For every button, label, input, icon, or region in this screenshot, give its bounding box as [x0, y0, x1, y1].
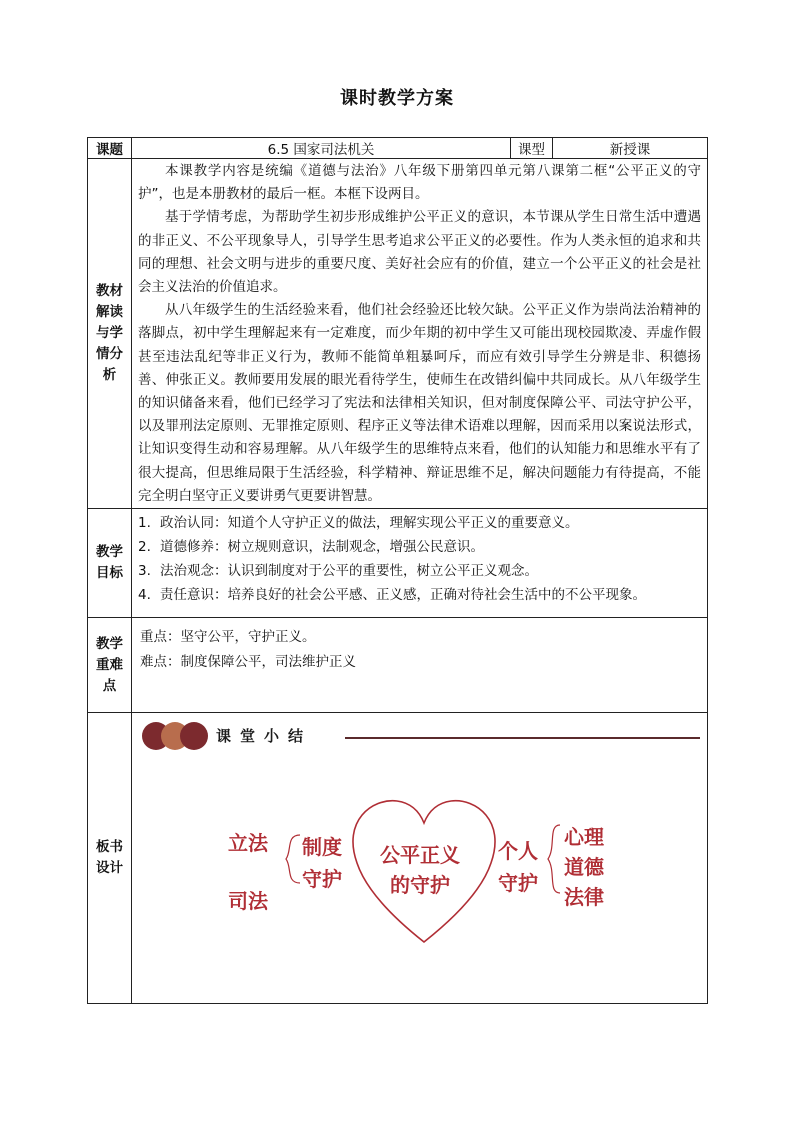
topic-label: 课题	[88, 138, 132, 159]
type-label: 课型	[511, 138, 553, 159]
key-points-label: 教学 重难 点	[88, 618, 132, 713]
board-heading: 课堂小结	[216, 727, 313, 746]
left-bottom-text: 司法	[228, 889, 268, 914]
list-item: 1. 政治认同：知道个人守护正义的做法，理解实现公平正义的重要意义。	[138, 515, 579, 532]
goals-row	[88, 509, 708, 618]
key-point-focus: 重点：坚守公平，守护正义。	[140, 629, 316, 646]
heart-text-1: 公平正义	[380, 843, 460, 868]
system-text-2: 守护	[302, 867, 342, 892]
analysis-paragraph: 基于学情考虑，为帮助学生初步形成维护公平正义的意识，本节课从学生日常生活中遭遇的非正义、不公平现象导人，引导学生思考追求公平正义的必要性。作为人类永恒的追求和共同的理想、社会文明与进步的重要尺度、美好社会应有的价值，建立一个公平正义的社会是社会主义法治的价值追求。	[138, 209, 701, 296]
list-item: 3. 法治观念：认识到制度对于公平的重要性，树立公平正义观念。	[138, 563, 538, 580]
type-value: 新授课	[553, 138, 708, 159]
left-bracket	[286, 835, 300, 883]
lesson-plan-table	[87, 137, 708, 1004]
goals-content	[132, 509, 708, 618]
analysis-paragraph: 本课教学内容是统编《道德与法治》八年级下册第四单元第八课第二框“公平正义的守护”，也是本册教材的最后一框。本框下设两目。	[138, 163, 701, 203]
analysis-label: 教材 解读 与学 情分 析	[88, 159, 132, 509]
right-bracket	[548, 825, 560, 893]
analysis-paragraph: 从八年级学生的生活经验来看，他们社会经验还比较欠缺。公平正义作为崇尚法治精神的落脚点，初中学生理解起来有一定难度，而少年期的初中学生又可能出现校园欺凌、弄虚作假甚至违法乱纪等非正义行为，教师不能简单粗暴呵斥，而应有效引导学生分辨是非、积德扬善、伸张正义。教师要用发展的眼光看待学生，使师生在改错纠偏中共同成长。从八年级学生的知识储备来看，他们已经学习了宪法和法律相关知识，但对制度保障公平、司法守护公平，以及罪刑法定原则、无罪推定原则、程序正义等法律术语难以理解，因而采用以案说法形式，让知识变得生动和容易理解。从八年级学生的思维特点来看，他们的认知能力和思维水平有了很大提高，但思维局限于生活经验，科学精神、辩证思维不足，解决问题能力有待提高，不能完全明白坚守正义要讲勇气更要讲智慧。	[138, 302, 701, 504]
personal-text-1: 个人	[498, 839, 538, 864]
analysis-row	[88, 159, 708, 509]
key-point-difficulty: 难点：制度保障公平，司法维护正义	[140, 654, 356, 671]
left-top-text: 立法	[228, 831, 268, 856]
goals-list	[132, 511, 707, 607]
board-content	[132, 713, 708, 1004]
heart-text-2: 的守护	[390, 873, 450, 898]
key-points-row	[88, 618, 708, 713]
goals-label: 教学 目标	[88, 509, 132, 618]
right-item-1: 心理	[564, 825, 604, 850]
topic-value: 6.5 国家司法机关	[132, 138, 511, 159]
analysis-content	[132, 159, 708, 509]
right-item-2: 道德	[564, 855, 604, 880]
list-item: 4. 责任意识：培养良好的社会公平感、正义感，正确对待社会生活中的不公平现象。	[138, 587, 646, 604]
key-points-content	[132, 618, 708, 713]
personal-text-2: 守护	[498, 871, 538, 896]
board-design	[132, 713, 707, 1003]
board-row	[88, 713, 708, 1004]
board-label: 板书 设计	[88, 713, 132, 1004]
system-text-1: 制度	[302, 835, 342, 860]
document-title: 课时教学方案	[340, 88, 454, 109]
header-row	[88, 138, 708, 159]
right-item-3: 法律	[564, 885, 604, 910]
list-item: 2. 道德修养：树立规则意识，法制观念，增强公民意识。	[138, 539, 484, 556]
